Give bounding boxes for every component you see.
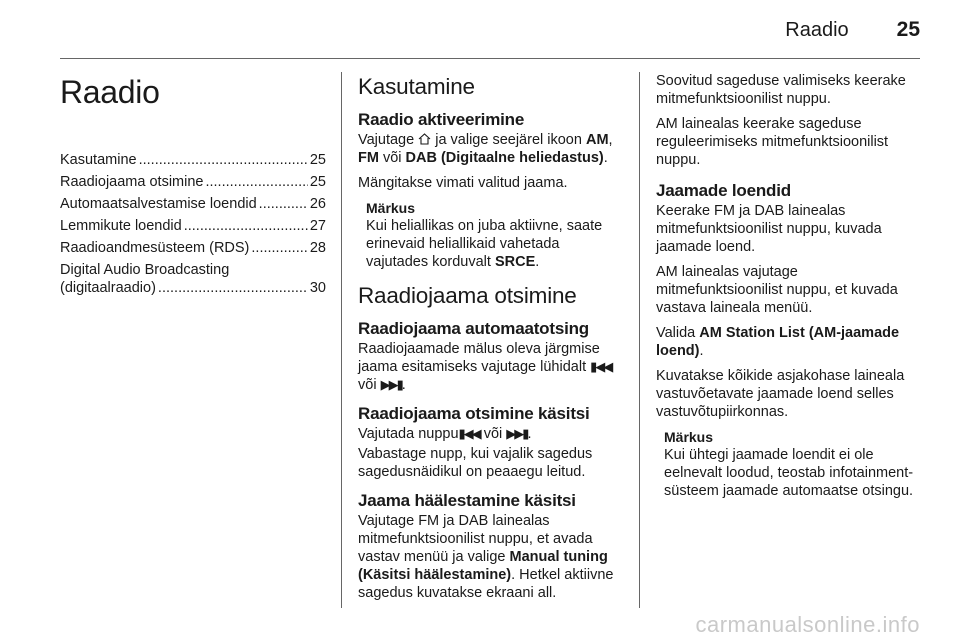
skip-forward-icon: ▶▶▮	[380, 377, 402, 392]
paragraph: Soovitud sageduse valimiseks keerake mitmefunktsioonilist nuppu.	[656, 73, 906, 107]
skip-back-icon: ▮◀◀	[590, 359, 612, 374]
paragraph: Vajutada nuppu▮◀◀ või ▶▶▮.	[358, 426, 532, 442]
column-1	[60, 72, 326, 301]
running-head	[785, 18, 920, 48]
paragraph: Valida AM Station List (AM-jaamade loend).	[656, 325, 900, 359]
subheading-activate: Raadio aktiveerimine	[358, 110, 525, 129]
running-head-section: Raadio	[785, 19, 849, 41]
toc-entry[interactable]: Automaatsalvestamise loendid ..... 26	[60, 195, 326, 213]
section-title-kasutamine: Kasutamine	[358, 74, 475, 99]
paragraph: Vajutage FM ja DAB lainealas mitmefunktsioonilist nuppu, et avada vastav menüü ja valige Manual tuning (Käsitsi häälestamine). Hetkel aktiivne sagedus kuvatakse ekraani all.	[358, 513, 614, 601]
paragraph: AM lainealas keerake sageduse reguleerimiseks mitmefunktsioonilist nuppu.	[656, 116, 889, 168]
section-title-otsimine: Raadiojaama otsimine	[358, 283, 577, 308]
chapter-title: Raadio	[60, 74, 160, 110]
paragraph: Raadiojaamade mälus oleva järgmise jaama esitamiseks vajutage lühidalt ▮◀◀ või ▶▶▮.	[358, 341, 612, 393]
watermark: carmanualsonline.info	[695, 612, 920, 637]
subheading-tune: Jaama häälestamine käsitsi	[358, 491, 576, 510]
subheading-auto: Raadiojaama automaatotsing	[358, 319, 589, 338]
toc-entry[interactable]: Raadioandmesüsteem (RDS) ..... 28	[60, 239, 326, 257]
skip-forward-icon: ▶▶▮	[506, 426, 528, 441]
note: Märkus Kui heliallikas on juba aktiivne, saate erinevaid heliallikaid vahetada vajutades korduvalt SRCE.	[366, 200, 603, 270]
home-icon	[418, 133, 431, 145]
skip-back-icon: ▮◀◀	[458, 426, 480, 441]
column-2	[358, 72, 624, 609]
note: Märkus Kui ühtegi jaamade loendit ei ole eelnevalt loodud, teostab infotainment-süsteem jaamade automaatse otsingu.	[664, 429, 914, 499]
toc-entry[interactable]: Kasutamine ..... 25	[60, 151, 326, 169]
paragraph: Kuvatakse kõikide asjakohase laineala vastuvõetavate jaamade loend selles vastuvõtupiirkonnas.	[656, 368, 905, 420]
column-3	[656, 72, 922, 507]
paragraph: AM lainealas vajutage mitmefunktsioonilist nuppu, et kuvada vastava laineala menüü.	[656, 264, 898, 316]
toc-entry[interactable]: Digital Audio Broadcasting (digitaalraadio) ..... 30	[60, 261, 326, 297]
toc-entry[interactable]: Lemmikute loendid ..... 27	[60, 217, 326, 235]
toc-entry[interactable]: Raadiojaama otsimine ..... 25	[60, 173, 326, 191]
paragraph: Vajutage ja valige seejärel ikoon AM, FM või DAB (Digitaalne heliedastus).	[358, 132, 613, 166]
paragraph: Mängitakse vimati valitud jaama.	[358, 175, 568, 191]
table-of-contents	[60, 151, 326, 297]
paragraph: Vabastage nupp, kui vajalik sagedus sagedusnäidikul on peaaegu leitud.	[358, 446, 593, 480]
column-divider-1	[341, 72, 342, 608]
header-rule	[60, 58, 920, 59]
column-divider-2	[639, 72, 640, 608]
paragraph: Keerake FM ja DAB lainealas mitmefunktsioonilist nuppu, kuvada jaamade loend.	[656, 203, 882, 255]
page-number: 25	[896, 18, 920, 41]
subheading-manual: Raadiojaama otsimine käsitsi	[358, 404, 590, 423]
subheading-loendid: Jaamade loendid	[656, 181, 791, 200]
